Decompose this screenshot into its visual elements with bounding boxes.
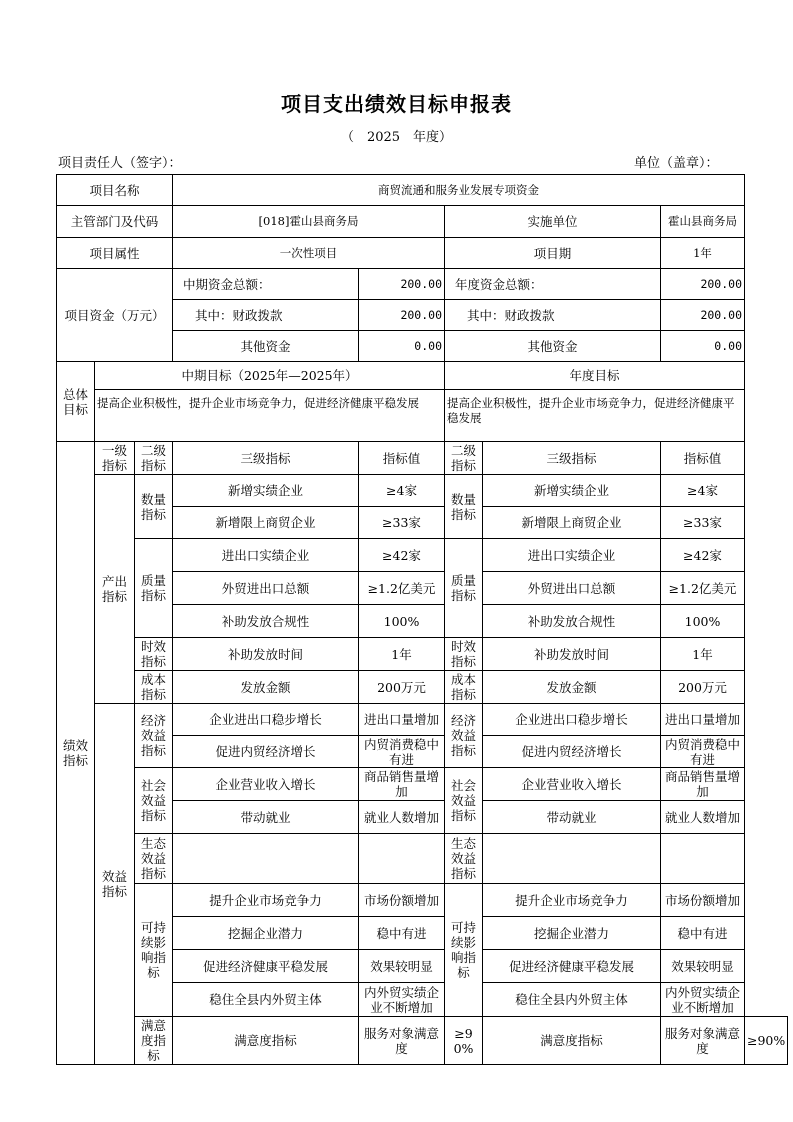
indicator-value: ≥1.2亿美元	[661, 572, 745, 605]
indicator-value: ≥90%	[745, 1017, 788, 1065]
economic-indicator-mid: 经济效益指标	[135, 704, 173, 768]
indicator-value: 内贸消费稳中有进	[359, 736, 445, 768]
indicator-value: 市场份额增加	[359, 884, 445, 917]
indicator-value: 内外贸实绩企业不断增加	[661, 983, 745, 1017]
project-attr-label: 项目属性	[57, 238, 173, 269]
funds-label: 项目资金（万元）	[57, 269, 173, 362]
indicator-value: ≥4家	[359, 475, 445, 507]
ecological-indicator-mid: 生态效益指标	[135, 834, 173, 884]
performance-target-table	[56, 174, 788, 1065]
indicator-value: ≥33家	[359, 507, 445, 539]
year-line: （ 2025 年度）	[340, 130, 453, 145]
indicator-value: ≥90%	[445, 1017, 483, 1065]
indicator-value: 100%	[359, 605, 445, 638]
indicator-name: 促进内贸经济增长	[483, 736, 661, 768]
indicator-name: 稳住全县内外贸主体	[173, 983, 359, 1017]
quality-indicator-mid: 质量指标	[135, 539, 173, 638]
indicator-name: 带动就业	[483, 801, 661, 834]
indicator-name: 外贸进出口总额	[483, 572, 661, 605]
indicator-value: 100%	[661, 605, 745, 638]
indicator-value: ≥1.2亿美元	[359, 572, 445, 605]
page-title: 项目支出绩效目标申报表	[281, 92, 512, 116]
mid-fiscal-label: 其中：财政拨款	[173, 300, 359, 331]
indicator-name: 提升企业市场竞争力	[483, 884, 661, 917]
indicator-name: 补助发放合规性	[483, 605, 661, 638]
cost-indicator-mid: 成本指标	[135, 671, 173, 704]
overall-goal-label: 总体目标	[57, 362, 95, 442]
indicator-name-empty	[173, 834, 359, 884]
indicators-label: 绩效指标	[57, 442, 95, 1065]
project-period-label: 项目期	[445, 238, 661, 269]
satisfaction-l2-year: 满意度指标	[483, 1017, 661, 1065]
mid-total-label: 中期资金总额：	[173, 269, 359, 300]
indicator-name: 发放金额	[483, 671, 661, 704]
indicator-name: 带动就业	[173, 801, 359, 834]
year-other-label: 其他资金	[445, 331, 661, 362]
year-goal-text: 提高企业积极性，提升企业市场竞争力，促进经济健康平稳发展	[445, 390, 745, 442]
indicator-name: 外贸进出口总额	[173, 572, 359, 605]
indicator-value: ≥42家	[359, 539, 445, 572]
dept-value: [018]霍山县商务局	[173, 206, 445, 238]
table-row	[57, 884, 788, 917]
quantity-indicator-year: 数量指标	[445, 475, 483, 539]
sustainable-indicator-year: 可持续影响指标	[445, 884, 483, 1017]
quantity-indicator-mid: 数量指标	[135, 475, 173, 539]
indicator-value: 市场份额增加	[661, 884, 745, 917]
indicator-name: 企业进出口稳步增长	[173, 704, 359, 736]
indicator-name: 促进内贸经济增长	[173, 736, 359, 768]
output-indicator-label: 产出指标	[95, 475, 135, 704]
level3-header-year: 三级指标	[483, 442, 661, 475]
table-row	[57, 638, 788, 671]
benefit-indicator-label: 效益指标	[95, 704, 135, 1065]
indicator-value: 进出口量增加	[661, 704, 745, 736]
indicator-name: 进出口实绩企业	[173, 539, 359, 572]
indicator-value: 内外贸实绩企业不断增加	[359, 983, 445, 1017]
indicator-value: 就业人数增加	[359, 801, 445, 834]
indicator-name: 提升企业市场竞争力	[173, 884, 359, 917]
cost-indicator-year: 成本指标	[445, 671, 483, 704]
indicator-name: 服务对象满意度	[661, 1017, 745, 1065]
year-fiscal-label: 其中：财政拨款	[445, 300, 661, 331]
indicator-name: 促进经济健康平稳发展	[483, 950, 661, 983]
impl-unit-value: 霍山县商务局	[661, 206, 745, 238]
indicator-name: 企业营业收入增长	[173, 768, 359, 801]
indicator-name: 企业营业收入增长	[483, 768, 661, 801]
table-row	[57, 671, 788, 704]
indicator-name: 新增限上商贸企业	[483, 507, 661, 539]
indicator-value: 商品销售量增加	[661, 768, 745, 801]
timeliness-indicator-mid: 时效指标	[135, 638, 173, 671]
indicator-value: 商品销售量增加	[359, 768, 445, 801]
mid-other-value: 0.00	[359, 331, 445, 362]
year-goal-header: 年度目标	[445, 362, 745, 390]
indicator-name: 服务对象满意度	[359, 1017, 445, 1065]
quality-indicator-year: 质量指标	[445, 539, 483, 638]
year-other-value: 0.00	[661, 331, 745, 362]
indicator-value: 内贸消费稳中有进	[661, 736, 745, 768]
level1-header: 一级指标	[95, 442, 135, 475]
indicator-value: ≥42家	[661, 539, 745, 572]
indicator-value: 200万元	[661, 671, 745, 704]
table-row	[57, 1017, 788, 1065]
year-total-value: 200.00	[661, 269, 745, 300]
indicator-value: 稳中有进	[661, 917, 745, 950]
indicator-value: 稳中有进	[359, 917, 445, 950]
indicator-value: 进出口量增加	[359, 704, 445, 736]
table-row	[57, 475, 788, 507]
year-total-label: 年度资金总额：	[445, 269, 661, 300]
value-header-year: 指标值	[661, 442, 745, 475]
mid-goal-text: 提高企业积极性，提升企业市场竞争力，促进经济健康平稳发展	[95, 390, 445, 442]
indicator-name: 补助发放时间	[173, 638, 359, 671]
level2-header-mid: 二级指标	[135, 442, 173, 475]
indicator-name: 新增实绩企业	[173, 475, 359, 507]
indicator-value: 200万元	[359, 671, 445, 704]
social-indicator-mid: 社会效益指标	[135, 768, 173, 834]
indicator-name: 挖掘企业潜力	[173, 917, 359, 950]
indicator-name-empty	[483, 834, 661, 884]
indicator-value: ≥33家	[661, 507, 745, 539]
dept-label: 主管部门及代码	[57, 206, 173, 238]
table-row	[57, 704, 788, 736]
year-fiscal-value: 200.00	[661, 300, 745, 331]
ecological-indicator-year: 生态效益指标	[445, 834, 483, 884]
social-indicator-year: 社会效益指标	[445, 768, 483, 834]
project-attr-value: 一次性项目	[173, 238, 445, 269]
unit-seal-label: 单位（盖章）：	[634, 156, 719, 171]
indicator-value: 效果较明显	[359, 950, 445, 983]
indicator-name: 稳住全县内外贸主体	[483, 983, 661, 1017]
economic-indicator-year: 经济效益指标	[445, 704, 483, 768]
indicator-name: 挖掘企业潜力	[483, 917, 661, 950]
level3-header-mid: 三级指标	[173, 442, 359, 475]
indicator-value: 就业人数增加	[661, 801, 745, 834]
indicator-name: 补助发放时间	[483, 638, 661, 671]
indicator-value: 1年	[359, 638, 445, 671]
table-row	[57, 768, 788, 801]
satisfaction-l2-mid: 满意度指标	[173, 1017, 359, 1065]
responsible-person-label: 项目责任人（签字）：	[58, 156, 182, 171]
indicator-value-empty	[661, 834, 745, 884]
indicator-name: 新增实绩企业	[483, 475, 661, 507]
sustainable-indicator-mid: 可持续影响指标	[135, 884, 173, 1017]
indicator-name: 进出口实绩企业	[483, 539, 661, 572]
value-header-mid: 指标值	[359, 442, 445, 475]
project-name-value: 商贸流通和服务业发展专项资金	[173, 175, 745, 206]
mid-fiscal-value: 200.00	[359, 300, 445, 331]
project-name-label: 项目名称	[57, 175, 173, 206]
indicator-name: 补助发放合规性	[173, 605, 359, 638]
level2-header-year: 二级指标	[445, 442, 483, 475]
table-row	[57, 539, 788, 572]
indicator-value: ≥4家	[661, 475, 745, 507]
satisfaction-indicator-label: 满意度指标	[135, 1017, 173, 1065]
mid-goal-header: 中期目标（2025年—2025年）	[95, 362, 445, 390]
indicator-name: 促进经济健康平稳发展	[173, 950, 359, 983]
impl-unit-label: 实施单位	[445, 206, 661, 238]
project-period-value: 1年	[661, 238, 745, 269]
table-row	[57, 834, 788, 884]
indicator-name: 新增限上商贸企业	[173, 507, 359, 539]
mid-other-label: 其他资金	[173, 331, 359, 362]
timeliness-indicator-year: 时效指标	[445, 638, 483, 671]
indicator-name: 发放金额	[173, 671, 359, 704]
mid-total-value: 200.00	[359, 269, 445, 300]
indicator-value: 1年	[661, 638, 745, 671]
indicator-name: 企业进出口稳步增长	[483, 704, 661, 736]
indicator-value-empty	[359, 834, 445, 884]
indicator-value: 效果较明显	[661, 950, 745, 983]
